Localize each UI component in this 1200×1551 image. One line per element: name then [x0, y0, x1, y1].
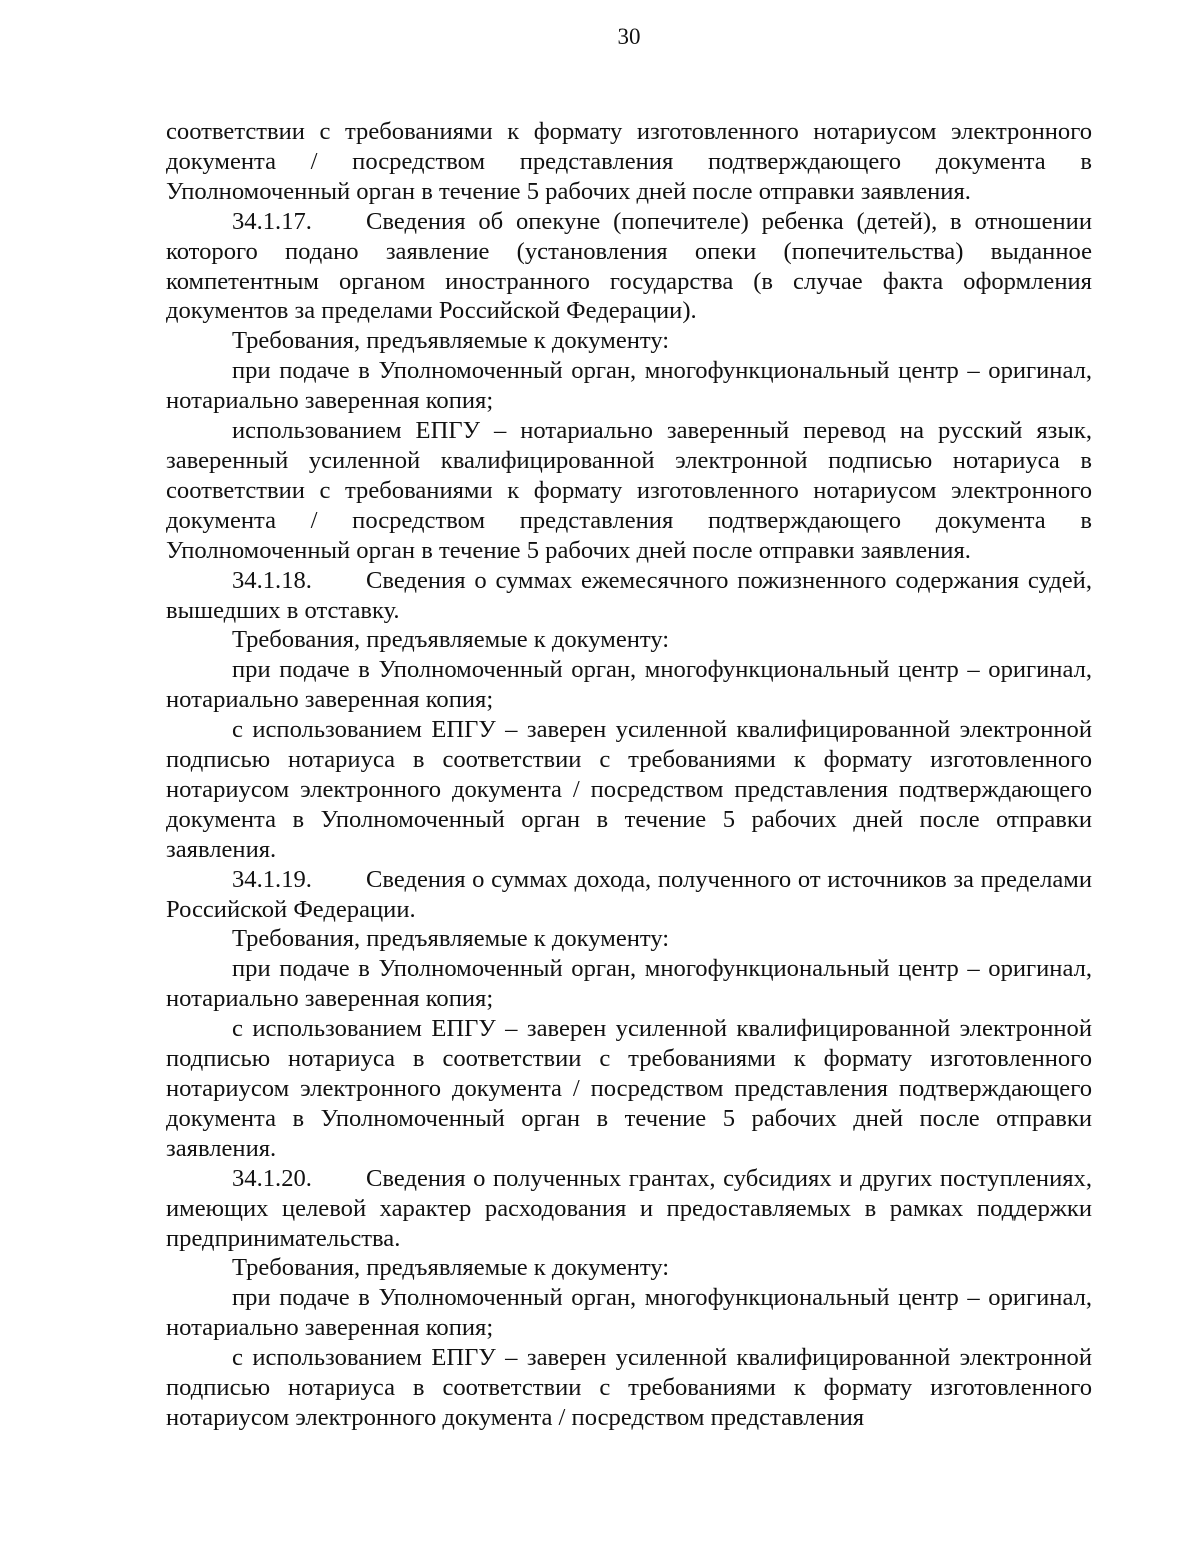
requirements-heading: [166, 625, 1092, 655]
paragraph-text: соответствии с требованиями к формату изготовленного нотариусом электронного документа / посредством представления подтверждающего документа в Уполномоченный орган в течение 5 рабочих дней после отправки заявления.: [166, 118, 1092, 205]
requirement-epgu-text: использованием ЕПГУ – нотариально заверенный перевод на русский язык, заверенный усиленной квалифицированной электронной подписью нотариуса в соответствии с требованиями к формату изготовленного нотариусом электронного документа / посредством представления подтверждающего документа в Уполномоченный орган в течение 5 рабочих дней после отправки заявления.: [166, 417, 1092, 564]
section-34-1-19: [166, 865, 1092, 925]
requirements-heading: [166, 326, 1092, 356]
page-number: 30: [617, 24, 641, 49]
section-text: Сведения об опекуне (попечителе) ребенка (детей), в отношении которого подано заявление (установления опеки (попечительства) выданное компетентным органом иностранного государства (в случае факта оформления документов за пределами Российской Федерации).: [166, 207, 1092, 325]
requirement-paper-text: при подаче в Уполномоченный орган, многофункциональный центр – оригинал, нотариально заверенная копия;: [166, 656, 1092, 714]
paragraph-continuation: [166, 117, 1092, 207]
requirement-paper: [166, 356, 1092, 416]
section-number: 34.1.18.: [232, 566, 312, 594]
requirement-paper-text: при подаче в Уполномоченный орган, многофункциональный центр – оригинал, нотариально заверенная копия;: [166, 1284, 1092, 1342]
section-number: 34.1.17.: [232, 207, 312, 235]
section-text: Сведения о суммах ежемесячного пожизненного содержания судей, вышедших в отставку.: [166, 566, 1092, 624]
requirements-heading-text: Требования, предъявляемые к документу:: [232, 327, 670, 355]
section-34-1-20: [166, 1164, 1092, 1254]
requirements-heading: [166, 1253, 1092, 1283]
section-text: Сведения о суммах дохода, полученного от источников за пределами Российской Федерации.: [166, 865, 1092, 923]
requirements-heading-text: Требования, предъявляемые к документу:: [232, 925, 670, 953]
requirements-heading-text: Требования, предъявляемые к документу:: [232, 1254, 670, 1282]
requirements-heading-text: Требования, предъявляемые к документу:: [232, 626, 670, 654]
requirement-epgu: [166, 1343, 1092, 1433]
requirement-paper: [166, 954, 1092, 1014]
section-number: 34.1.19.: [232, 865, 312, 893]
requirements-heading: [166, 924, 1092, 954]
requirement-paper: [166, 655, 1092, 715]
requirement-paper-text: при подаче в Уполномоченный орган, многофункциональный центр – оригинал, нотариально заверенная копия;: [166, 357, 1092, 415]
requirement-epgu-text: с использованием ЕПГУ – заверен усиленной квалифицированной электронной подписью нотариуса в соответствии с требованиями к формату изготовленного нотариусом электронного документа / посредством представления подтверждающего документа в Уполномоченный орган в течение 5 рабочих дней после отправки заявления.: [166, 1015, 1092, 1162]
requirement-paper-text: при подаче в Уполномоченный орган, многофункциональный центр – оригинал, нотариально заверенная копия;: [166, 955, 1092, 1013]
section-number: 34.1.20.: [232, 1164, 312, 1192]
requirement-epgu: [166, 1014, 1092, 1164]
requirement-epgu-text: с использованием ЕПГУ – заверен усиленной квалифицированной электронной подписью нотариуса в соответствии с требованиями к формату изготовленного нотариусом электронного документа / посредством представления подтверждающего документа в Уполномоченный орган в течение 5 рабочих дней после отправки заявления.: [166, 716, 1092, 863]
requirement-paper: [166, 1283, 1092, 1343]
section-text: Сведения о полученных грантах, субсидиях и других поступлениях, имеющих целевой характер расходования и предоставляемых в рамках поддержки предпринимательства.: [166, 1164, 1092, 1252]
requirement-epgu: [166, 416, 1092, 566]
section-34-1-18: [166, 566, 1092, 626]
requirement-epgu-text: с использованием ЕПГУ – заверен усиленной квалифицированной электронной подписью нотариуса в соответствии с требованиями к формату изготовленного нотариусом электронного документа / посредством представления: [166, 1344, 1092, 1431]
document-body: [166, 117, 1092, 1433]
requirement-epgu: [166, 715, 1092, 865]
section-34-1-17: [166, 207, 1092, 327]
